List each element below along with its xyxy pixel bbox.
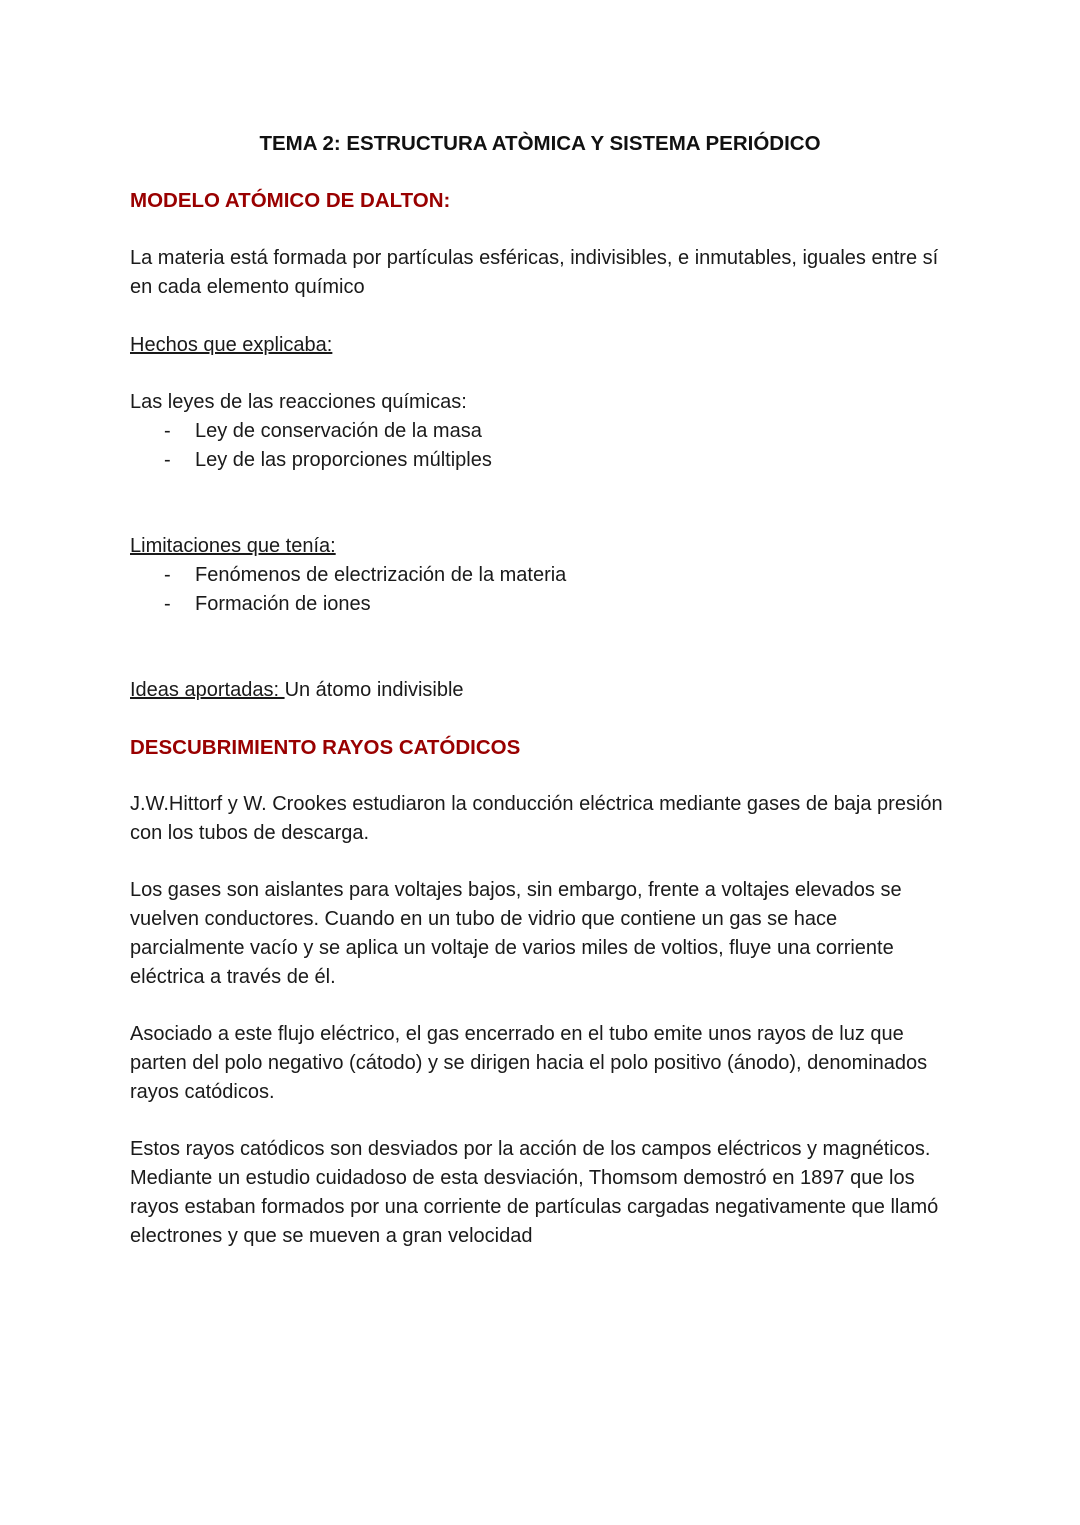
limits-label: Limitaciones que tenía: bbox=[130, 535, 336, 557]
paragraph: Asociado a este flujo eléctrico, el gas encerrado en el tubo emite unos rayos de luz que parten del polo negativo (cátodo) y se dirigen hacia el polo positivo (ánodo), denominados rayos catódicos. bbox=[130, 1023, 928, 1103]
ideas-line bbox=[130, 676, 960, 705]
limits-list bbox=[130, 561, 960, 619]
list-item: - Ley de las proporciones múltiples bbox=[130, 446, 960, 475]
facts-label: Hechos que explicaba: bbox=[130, 334, 333, 356]
list-item: - Fenómenos de electrización de la materia bbox=[130, 561, 960, 590]
paragraph: J.W.Hittorf y W. Crookes estudiaron la conducción eléctrica mediante gases de baja presión con los tubos de descarga. bbox=[130, 793, 943, 844]
section-heading-dalton: MODELO ATÓMICO DE DALTON: bbox=[130, 189, 451, 212]
ideas-label: Ideas aportadas: bbox=[130, 679, 285, 701]
list-item: - Formación de iones bbox=[130, 590, 960, 619]
laws-list bbox=[130, 417, 960, 475]
list-item: - Ley de conservación de la masa bbox=[130, 417, 960, 446]
paragraph: Los gases son aislantes para voltajes bajos, sin embargo, frente a voltajes elevados se vuelven conductores. Cuando en un tubo de vidrio que contiene un gas se hace parcialmente vacío y se aplica un voltaje de varios miles de voltios, fluye una corriente eléctrica a través de él. bbox=[130, 879, 902, 988]
page-title: TEMA 2: ESTRUCTURA ATÒMICA Y SISTEMA PERIÓDICO bbox=[259, 132, 821, 155]
laws-intro: Las leyes de las reacciones químicas: bbox=[130, 391, 467, 413]
paragraph: Estos rayos catódicos son desviados por la acción de los campos eléctricos y magnéticos. Mediante un estudio cuidadoso de esta desviación, Thomsom demostró en 1897 que los rayos estaban formados por una corriente de partículas cargadas negativamente que llamó electrones y que se mueven a gran velocidad bbox=[130, 1138, 939, 1247]
dalton-intro: La materia está formada por partículas esféricas, indivisibles, e inmutables, iguales entre sí en cada elemento químico bbox=[130, 247, 939, 298]
ideas-text: Un átomo indivisible bbox=[284, 679, 464, 701]
section-heading-cathode: DESCUBRIMIENTO RAYOS CATÓDICOS bbox=[130, 736, 521, 759]
